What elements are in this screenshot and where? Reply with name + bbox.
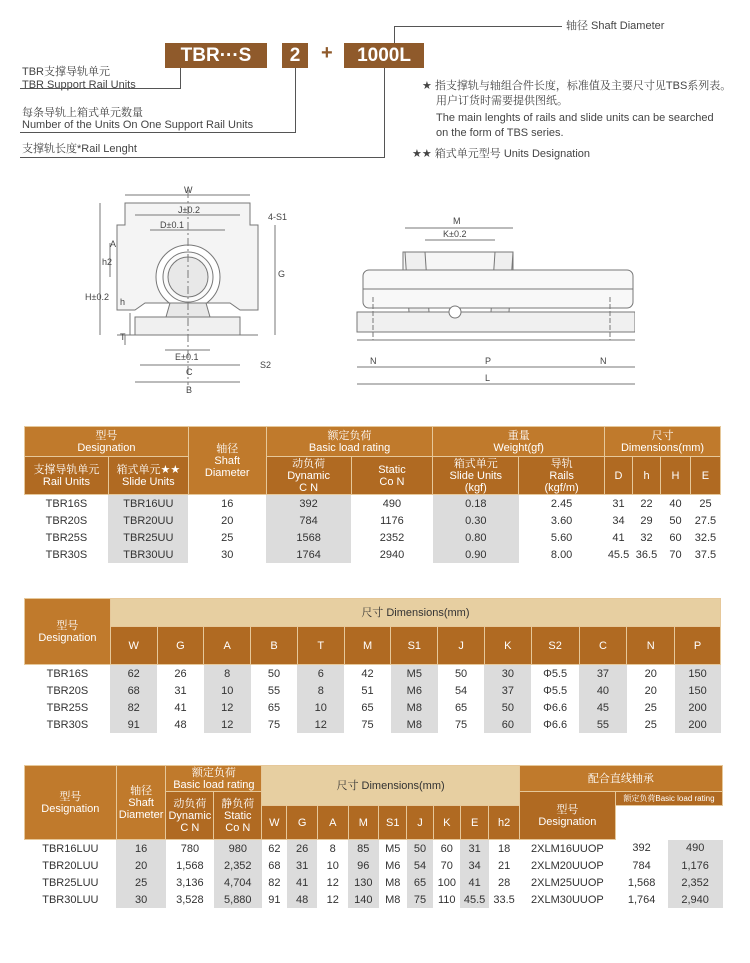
table-cell: 82 (268, 876, 281, 889)
table-cell: 65 (454, 701, 468, 714)
table-cell: 62 (110, 665, 157, 683)
table-cell: 25 (221, 531, 234, 544)
dim-T: T (120, 332, 126, 342)
table-cell: 51 (361, 684, 374, 697)
t1-h-H: H (661, 457, 691, 495)
table-cell: 75 (267, 718, 281, 731)
table-cell: 60 (669, 531, 682, 544)
t3-h-dims: 尺寸 Dimensions(mm) (262, 766, 520, 806)
shaft-diameter-label: 轴径 Shaft Diameter (566, 20, 665, 32)
table-cell: 1176 (380, 514, 404, 527)
table-cell: 8.00 (550, 548, 573, 561)
table-cell: 4,704 (214, 874, 262, 891)
table-long-units (24, 765, 723, 908)
table-cell: 70 (440, 859, 453, 872)
table-cell: 48 (174, 718, 187, 731)
table-cell: TBR16S (45, 497, 88, 510)
table-cell: 32.5 (694, 531, 717, 544)
t3-col-header: S1 (379, 806, 407, 840)
table-cell: 37.5 (694, 548, 717, 561)
t1-h-h: h (633, 457, 661, 495)
table-cell: 85 (348, 840, 379, 858)
table-cell: 2XLM20UUOP (531, 859, 604, 872)
table-cell: 8 (297, 682, 344, 699)
table-cell: 110 (438, 893, 456, 906)
table-row (25, 682, 721, 699)
table-cell: 6 (297, 665, 344, 683)
table-cell: TBR30UU (108, 546, 188, 563)
note1-cn2: 用户订货时需要提供图纸。 (436, 95, 568, 107)
code-units-box: 2 (282, 43, 308, 68)
t3-h-designation: 型号 Designation (25, 766, 117, 840)
table-cell: 12 (204, 716, 251, 733)
table-cell: TBR25S (45, 531, 88, 544)
t3-h-bearing: 配合直线轴承 (519, 766, 722, 792)
units-count-cn: 每条导轨上箱式单元数量 (22, 107, 143, 119)
dim-W: W (184, 185, 193, 195)
table-cell: 31 (174, 684, 187, 697)
rail-length-label: 支撑轨长度*Rail Lenght (22, 143, 137, 155)
table-cell: 41 (174, 701, 187, 714)
table-row (25, 546, 721, 563)
table-cell: M6 (391, 682, 438, 699)
table-cell: 27.5 (694, 514, 717, 527)
table-cell: 65 (361, 701, 374, 714)
t2-col-header: B (251, 627, 298, 665)
table-cell: 20 (644, 684, 657, 697)
table-cell: 12 (326, 876, 339, 889)
table-cell: M8 (385, 893, 401, 906)
table-cell: 55 (267, 684, 281, 697)
dim-L: L (485, 373, 491, 383)
table-cell: 65 (267, 701, 281, 714)
t1-h-load: 额定负荷 Basic load rating (266, 427, 433, 457)
dim-K: K±0.2 (443, 229, 467, 239)
table-cell: 28 (497, 876, 511, 889)
table-cell: 82 (110, 699, 157, 716)
table-cell: M8 (391, 716, 438, 733)
t2-col-header: T (297, 627, 344, 665)
t2-h-dims: 尺寸 Dimensions(mm) (110, 599, 720, 627)
table-basic-load (24, 426, 721, 563)
table-cell: TBR20S (45, 514, 88, 527)
dim-A: A (110, 239, 117, 249)
table-cell: TBR16UU (108, 495, 188, 513)
table-row (25, 891, 723, 908)
dim-M: M (453, 216, 461, 226)
dim-E: E±0.1 (175, 352, 199, 362)
t3-col-header: K (433, 806, 460, 840)
t3-h-bearing-designation: 型号 Designation (519, 792, 615, 840)
table-cell: 490 (382, 497, 402, 510)
t3-h-dynamic: 动负荷 Dynamic C N (166, 792, 214, 840)
table-cell: 32 (640, 531, 653, 544)
table-cell: 140 (348, 891, 379, 908)
table-cell: 91 (268, 893, 281, 906)
t2-col-header: N (627, 627, 675, 665)
table-cell: 2,352 (214, 857, 262, 874)
dim-J: J±0.2 (178, 205, 200, 215)
table-cell: 1,764 (627, 893, 656, 906)
table-cell: 10 (326, 859, 339, 872)
table-cell: 25 (699, 497, 712, 510)
table-cell: 3.60 (550, 514, 573, 527)
table-cell: 41 (287, 874, 318, 891)
table-cell: 2.45 (550, 497, 573, 510)
table-cell: 12 (326, 893, 339, 906)
table-cell: Φ5.5 (543, 667, 568, 680)
table-cell: TBR25UU (108, 529, 188, 546)
note1-cn: ★ 指支撑轨与轴组合件长度，标准值及主要尺寸见TBS系列表。 (422, 80, 732, 92)
table-cell: 37 (484, 682, 531, 699)
table-dimensions (24, 598, 721, 733)
table-cell: 980 (214, 840, 262, 858)
table-cell: 12 (297, 716, 344, 733)
table-cell: Φ6.6 (543, 701, 568, 714)
table-cell: 41 (460, 874, 488, 891)
t3-col-header: M (348, 806, 379, 840)
table-cell: 45.5 (607, 548, 630, 561)
table-cell: 1568 (266, 529, 351, 546)
table-cell: 392 (266, 495, 351, 513)
table-cell: 70 (669, 548, 682, 561)
t3-col-header: h2 (489, 806, 520, 840)
table-cell: 96 (348, 857, 379, 874)
front-view-drawing (80, 185, 320, 400)
table-cell: 42 (361, 667, 374, 680)
table-cell: TBR16LUU (42, 842, 99, 855)
table-cell: 0.80 (433, 529, 519, 546)
table-cell: 20 (221, 514, 234, 527)
table-cell: 16 (116, 840, 166, 858)
table-row (25, 874, 723, 891)
table-cell: 25 (644, 701, 657, 714)
table-cell: 200 (675, 716, 721, 733)
t2-col-header: J (438, 627, 485, 665)
table-cell: 2,940 (668, 891, 723, 908)
table-cell: TBR30S (45, 548, 88, 561)
table-cell: 784 (266, 512, 351, 529)
table-cell: 10 (297, 699, 344, 716)
table-cell: M8 (391, 699, 438, 716)
table-cell: 75 (407, 891, 433, 908)
table-cell: TBR20LUU (42, 859, 99, 872)
t1-h-designation: 型号 Designation (25, 427, 189, 457)
table-cell: 2352 (379, 531, 405, 544)
table-cell: 8 (204, 665, 251, 683)
table-cell: 30 (484, 665, 531, 683)
header-section (0, 0, 750, 170)
table-cell: 50 (454, 667, 468, 680)
table-cell: Φ6.6 (543, 718, 568, 731)
table-cell: 2XLM30UUOP (531, 893, 604, 906)
table-cell: TBR25S (46, 701, 89, 714)
table-cell: 40 (669, 497, 682, 510)
table-cell: 41 (612, 531, 625, 544)
table-cell: 29 (640, 514, 653, 527)
table-cell: 60 (440, 842, 453, 855)
t1-h-slide: 箱式单元★★ Slide Units (108, 457, 188, 495)
t2-col-header: M (344, 627, 391, 665)
table-cell: 0.30 (433, 512, 519, 529)
table-cell: 45.5 (460, 891, 488, 908)
table-cell: 26 (174, 667, 187, 680)
table-row (25, 512, 721, 529)
table-cell: 30 (116, 891, 166, 908)
table-cell: 31 (287, 857, 318, 874)
table-cell: 36.5 (635, 548, 658, 561)
dim-h2: h2 (102, 257, 113, 267)
dim-N: N (370, 356, 377, 366)
table-cell: 68 (268, 859, 281, 872)
table-cell: 25 (644, 718, 657, 731)
table-row (25, 840, 723, 858)
note2: ★★ 箱式单元型号 Units Designation (412, 148, 591, 160)
t1-h-dims: 尺寸 Dimensions(mm) (605, 427, 721, 457)
table-row (25, 495, 721, 513)
table-cell: 25 (116, 874, 166, 891)
table-cell: 50 (267, 667, 281, 680)
table-row (25, 699, 721, 716)
table-cell: 55 (579, 716, 627, 733)
table-cell: 37 (579, 665, 627, 683)
table-cell: 75 (454, 718, 468, 731)
table-cell: 0.18 (433, 495, 519, 513)
dim-S2: S2 (260, 360, 272, 370)
table-cell: 60 (484, 716, 531, 733)
t1-h-shaft: 轴径 Shaft Diameter (188, 427, 266, 495)
table-cell: TBR20UU (108, 512, 188, 529)
table-cell: M8 (385, 876, 401, 889)
table-cell: 2XLM16UUOP (531, 842, 604, 855)
table-cell: 16 (221, 497, 234, 510)
rail-units-cn: TBR支撑导轨单元 (22, 66, 110, 78)
table-row (25, 665, 721, 683)
table-cell: 75 (361, 718, 374, 731)
table-cell: TBR25LUU (42, 876, 99, 889)
code-prefix-box: TBR···S (165, 43, 267, 68)
rail-units-en: TBR Support Rail Units (22, 79, 136, 91)
table-cell: Φ5.5 (543, 684, 568, 697)
table-cell: 150 (675, 665, 721, 683)
t2-col-header: K (484, 627, 531, 665)
units-count-en: Number of the Units On One Support Rail Units (22, 119, 254, 131)
code-plus: + (321, 42, 333, 64)
t1-h-weight: 重量 Weight(gf) (433, 427, 605, 457)
t2-h-designation: 型号 Designation (25, 599, 111, 665)
table-cell: 2,352 (668, 874, 723, 891)
table-cell: 91 (110, 716, 157, 733)
t1-h-static: Static Co N (351, 457, 433, 495)
table-cell: 54 (407, 857, 433, 874)
table-cell: 1,176 (668, 857, 723, 874)
t2-col-header: W (110, 627, 157, 665)
t3-h-shaft: 轴径 Shaft Diameter (116, 766, 166, 840)
t3-h-load: 额定负荷 Basic load rating (166, 766, 262, 792)
table-cell: 33.5 (493, 893, 515, 906)
t1-h-dynamic: 动负荷 Dynamic C N (266, 457, 351, 495)
table-cell: 54 (454, 684, 468, 697)
table-cell: 34 (612, 514, 625, 527)
table-cell: 18 (497, 842, 511, 855)
table-cell: 20 (116, 857, 166, 874)
table-cell: TBR30S (46, 718, 89, 731)
dim-h: h (120, 297, 126, 307)
table-cell: 50 (669, 514, 682, 527)
t3-h-static: 静负荷 Static Co N (214, 792, 262, 840)
t3-col-header: E (460, 806, 488, 840)
table-cell: 130 (348, 874, 379, 891)
dim-C: C (186, 367, 193, 377)
dim-B: B (186, 385, 193, 395)
table-cell: 0.90 (433, 546, 519, 563)
table-cell: 5,880 (214, 891, 262, 908)
t1-h-wslide: 箱式单元 Slide Units (kgf) (433, 457, 519, 495)
dim-G: G (278, 269, 286, 279)
table-cell: 50 (484, 699, 531, 716)
table-cell: M6 (385, 859, 401, 872)
table-cell: 22 (640, 497, 653, 510)
table-cell: TBR20S (46, 684, 89, 697)
t2-col-header: P (675, 627, 721, 665)
t3-h-bearing-load: 额定负荷Basic load rating (615, 792, 722, 806)
t1-h-E: E (690, 457, 720, 495)
dim-S1: 4-S1 (268, 212, 288, 222)
table-cell: 48 (287, 891, 318, 908)
table-cell: 26 (287, 840, 318, 858)
side-view-drawing (345, 212, 635, 392)
table-cell: 10 (204, 682, 251, 699)
table-cell: 490 (668, 840, 723, 858)
table-cell: 1764 (266, 546, 351, 563)
t1-h-rail: 支撑导轨单元 Rail Units (25, 457, 109, 495)
t3-col-header: A (317, 806, 348, 840)
table-cell: 784 (632, 859, 651, 872)
table-cell: 1,568 (176, 859, 204, 872)
table-cell: 8 (329, 842, 336, 855)
t2-col-header: A (204, 627, 251, 665)
t2-col-header: C (579, 627, 627, 665)
t3-col-header: W (262, 806, 287, 840)
t1-h-D: D (605, 457, 633, 495)
table-cell: 34 (460, 857, 488, 874)
table-cell: 100 (437, 876, 456, 889)
code-length-box: 1000L (344, 43, 424, 68)
note1-en2: on the form of TBS series. (436, 127, 564, 139)
table-cell: 12 (204, 699, 251, 716)
table-cell: 45 (579, 699, 627, 716)
dim-N2: N (600, 356, 607, 366)
table-cell: M5 (385, 842, 401, 855)
table-cell: 62 (268, 842, 281, 855)
table-cell: 2940 (379, 548, 405, 561)
table-cell: TBR30LUU (42, 893, 99, 906)
dim-H: H±0.2 (85, 292, 109, 302)
table-cell: 30 (221, 548, 234, 561)
t2-col-header: S1 (391, 627, 438, 665)
table-cell: 3,136 (176, 876, 204, 889)
dim-D: D±0.1 (160, 220, 184, 230)
table-row (25, 529, 721, 546)
table-cell: 2XLM25UUOP (531, 876, 604, 889)
t2-col-header: G (157, 627, 204, 665)
table-cell: 68 (110, 682, 157, 699)
table-cell: 21 (497, 859, 511, 872)
dim-P: P (485, 356, 492, 366)
table-cell: 20 (644, 667, 657, 680)
t2-col-header: S2 (531, 627, 579, 665)
table-cell: 3,528 (176, 893, 204, 906)
table-cell: 392 (632, 842, 651, 855)
table-cell: 150 (675, 682, 721, 699)
table-row (25, 857, 723, 874)
table-cell: 200 (675, 699, 721, 716)
t1-h-wrail: 导轨 Rails (kgf/m) (519, 457, 605, 495)
t3-col-header: G (287, 806, 318, 840)
table-cell: TBR16S (46, 667, 89, 680)
t3-col-header: J (407, 806, 433, 840)
table-cell: 40 (579, 682, 627, 699)
table-cell: 31 (612, 497, 625, 510)
table-cell: M5 (391, 665, 438, 683)
note1-en: The main lenghts of rails and slide units can be searched (436, 112, 714, 124)
table-cell: 780 (180, 842, 200, 855)
table-cell: 65 (407, 874, 433, 891)
table-cell: 31 (460, 840, 488, 858)
table-cell: 1,568 (627, 876, 656, 889)
table-row (25, 716, 721, 733)
table-cell: 50 (407, 840, 433, 858)
table-cell: 5.60 (550, 531, 573, 544)
